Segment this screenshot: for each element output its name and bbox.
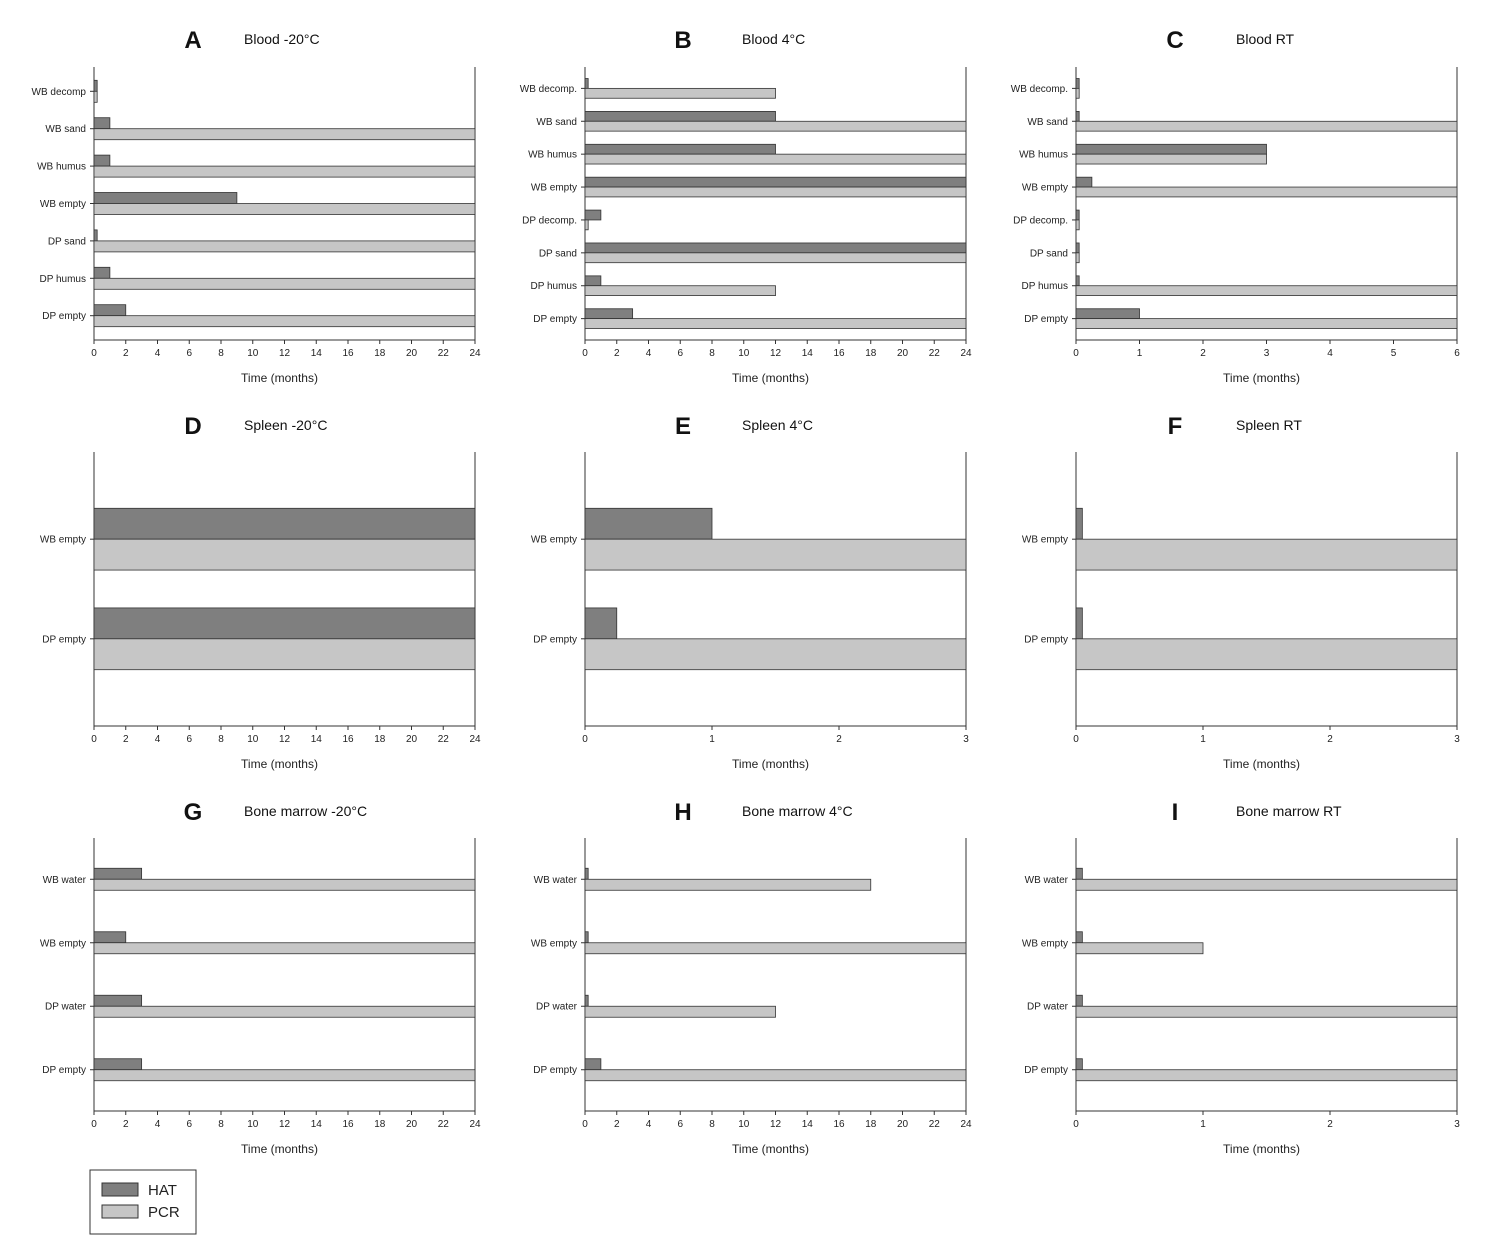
- category-label: DP empty: [42, 634, 86, 646]
- category-label: WB decomp: [31, 86, 86, 98]
- x-tick-label: 16: [342, 734, 354, 745]
- category-label: WB humus: [37, 161, 86, 173]
- bar-hat: [94, 193, 237, 204]
- x-tick-label: 22: [928, 1119, 940, 1130]
- bar-pcr: [1076, 943, 1203, 954]
- bar-hat: [94, 508, 475, 539]
- x-tick-label: 20: [405, 734, 418, 745]
- x-tick-label: 18: [374, 1119, 386, 1130]
- x-tick-label: 20: [896, 348, 909, 359]
- bar-hat: [94, 868, 142, 879]
- category-label: DP empty: [1024, 314, 1068, 326]
- bar-hat: [1076, 111, 1079, 121]
- bar-pcr: [585, 121, 966, 131]
- bar-hat: [585, 276, 601, 286]
- bar-hat: [585, 111, 776, 121]
- bar-pcr: [585, 253, 966, 263]
- bar-hat: [585, 608, 617, 639]
- category-label: DP sand: [538, 248, 577, 260]
- x-tick-label: 12: [278, 348, 291, 359]
- bar-hat: [1076, 1059, 1082, 1070]
- x-tick-label: 10: [247, 1119, 259, 1130]
- bar-pcr: [585, 1070, 966, 1081]
- bar-pcr: [1076, 539, 1457, 570]
- bar-pcr: [1076, 154, 1267, 164]
- panel-e: [531, 413, 969, 771]
- legend-box: [90, 1170, 196, 1234]
- x-tick-label: 22: [437, 348, 449, 359]
- category-label: DP decomp.: [1013, 215, 1068, 227]
- panel-letter: A: [184, 27, 202, 54]
- category-label: WB water: [42, 874, 86, 886]
- x-tick-label: 4: [645, 1119, 652, 1130]
- panel-title: Bone marrow -20°C: [244, 803, 368, 819]
- bar-hat: [94, 267, 110, 278]
- category-label: WB water: [1024, 874, 1068, 886]
- bar-hat: [1076, 79, 1079, 89]
- x-tick-label: 2: [122, 348, 129, 359]
- bar-hat: [94, 305, 126, 316]
- category-label: DP sand: [47, 236, 86, 248]
- panel-title: Blood 4°C: [742, 31, 806, 47]
- bar-pcr: [94, 241, 475, 252]
- bar-pcr: [94, 166, 475, 177]
- x-tick-label: 22: [437, 734, 449, 745]
- x-tick-label: 14: [310, 734, 322, 745]
- category-label: DP humus: [39, 273, 86, 285]
- panel-g: [40, 799, 481, 1156]
- bar-hat: [1076, 932, 1082, 943]
- x-tick-label: 16: [833, 1119, 845, 1130]
- x-tick-label: 1: [709, 734, 715, 745]
- bar-hat: [585, 868, 588, 879]
- x-tick-label: 16: [342, 348, 354, 359]
- x-tick-label: 3: [1454, 1119, 1460, 1130]
- bar-hat: [94, 1059, 142, 1070]
- category-label: WB sand: [45, 124, 86, 136]
- panel-i: [1022, 799, 1460, 1156]
- panel-title: Blood RT: [1236, 31, 1295, 47]
- x-tick-label: 18: [865, 348, 877, 359]
- bar-pcr: [1076, 286, 1457, 296]
- x-tick-label: 8: [709, 348, 715, 359]
- panel-title: Bone marrow 4°C: [742, 803, 853, 819]
- category-label: WB empty: [530, 534, 577, 546]
- bar-pcr: [585, 286, 776, 296]
- plot-frame: [1076, 67, 1457, 340]
- legend-swatch-hat: [102, 1183, 138, 1196]
- plot-frame: [1076, 452, 1457, 726]
- category-label: WB sand: [536, 116, 577, 128]
- x-axis-label: Time (months): [241, 1142, 318, 1156]
- category-label: DP empty: [42, 311, 86, 323]
- bar-hat: [585, 508, 712, 539]
- category-label: DP water: [536, 1001, 577, 1013]
- bar-pcr: [1076, 639, 1457, 670]
- x-tick-label: 6: [186, 734, 193, 745]
- x-tick-label: 20: [405, 348, 418, 359]
- bar-pcr: [585, 943, 966, 954]
- category-label: WB humus: [528, 149, 577, 161]
- category-label: DP empty: [42, 1065, 86, 1077]
- x-tick-label: 2: [613, 1119, 620, 1130]
- x-tick-label: 20: [896, 1119, 909, 1130]
- panel-b: [520, 27, 972, 385]
- bar-pcr: [1076, 187, 1457, 197]
- bar-pcr: [94, 539, 475, 570]
- x-tick-label: 2: [836, 734, 842, 745]
- bar-hat: [1076, 210, 1079, 220]
- x-tick-label: 4: [1327, 348, 1333, 359]
- bar-hat: [94, 608, 475, 639]
- x-axis-label: Time (months): [732, 757, 809, 771]
- bar-pcr: [94, 91, 97, 102]
- bar-pcr: [94, 1070, 475, 1081]
- panel-c: [1011, 27, 1460, 385]
- x-tick-label: 2: [613, 348, 620, 359]
- bar-hat: [585, 995, 588, 1006]
- x-tick-label: 12: [278, 734, 291, 745]
- x-tick-label: 10: [247, 348, 259, 359]
- legend-label-hat: HAT: [148, 1182, 177, 1199]
- x-tick-label: 14: [310, 1119, 322, 1130]
- x-tick-label: 20: [405, 1119, 418, 1130]
- x-axis-label: Time (months): [241, 757, 318, 771]
- category-label: DP humus: [530, 281, 577, 293]
- bar-hat: [1076, 144, 1267, 154]
- bar-pcr: [1076, 1006, 1457, 1017]
- bar-pcr: [94, 204, 475, 215]
- plot-frame: [585, 67, 966, 340]
- x-tick-label: 1: [1136, 348, 1143, 359]
- x-tick-label: 0: [1073, 348, 1079, 359]
- x-tick-label: 12: [769, 348, 782, 359]
- bar-hat: [1076, 868, 1082, 879]
- panel-letter: D: [184, 413, 202, 440]
- panel-letter: G: [183, 799, 203, 826]
- x-tick-label: 0: [582, 348, 588, 359]
- panel-a: [32, 27, 481, 385]
- bar-hat: [585, 79, 588, 89]
- x-tick-label: 8: [218, 734, 224, 745]
- x-tick-label: 24: [960, 348, 972, 359]
- x-tick-label: 4: [154, 348, 161, 359]
- x-tick-label: 22: [928, 348, 940, 359]
- x-tick-label: 4: [154, 1119, 161, 1130]
- category-label: DP empty: [533, 1065, 577, 1077]
- plot-frame: [94, 452, 475, 726]
- bar-pcr: [585, 88, 776, 98]
- x-tick-label: 1: [1200, 1119, 1206, 1130]
- x-tick-label: 14: [801, 1119, 813, 1130]
- bar-hat: [1076, 243, 1079, 253]
- panel-letter: H: [674, 799, 692, 826]
- bar-pcr: [94, 129, 475, 140]
- category-label: DP water: [1027, 1001, 1068, 1013]
- x-tick-label: 0: [1073, 1119, 1079, 1130]
- bar-hat: [585, 177, 966, 187]
- bar-hat: [94, 155, 110, 166]
- bar-pcr: [585, 539, 966, 570]
- x-tick-label: 0: [91, 1119, 97, 1130]
- bar-hat: [1076, 177, 1092, 187]
- panel-title: Spleen RT: [1236, 417, 1302, 433]
- category-label: DP sand: [1029, 248, 1068, 260]
- category-label: WB humus: [1019, 149, 1068, 161]
- category-label: WB empty: [39, 938, 86, 950]
- panel-d: [40, 413, 481, 771]
- bar-pcr: [1076, 121, 1457, 131]
- panel-letter: E: [674, 413, 692, 440]
- bar-pcr: [585, 879, 871, 890]
- legend-swatch-pcr: [102, 1205, 138, 1218]
- plot-frame: [585, 452, 966, 726]
- x-axis-label: Time (months): [1223, 371, 1300, 385]
- x-tick-label: 0: [1073, 734, 1079, 745]
- x-tick-label: 2: [1327, 1119, 1333, 1130]
- x-tick-label: 8: [709, 1119, 715, 1130]
- x-tick-label: 6: [1454, 348, 1460, 359]
- panel-title: Bone marrow RT: [1236, 803, 1342, 819]
- bar-pcr: [585, 154, 966, 164]
- x-tick-label: 1: [1200, 734, 1206, 745]
- x-tick-label: 16: [342, 1119, 354, 1130]
- bar-hat: [1076, 995, 1082, 1006]
- category-label: WB empty: [39, 534, 86, 546]
- bar-hat: [1076, 309, 1140, 319]
- x-tick-label: 3: [1454, 734, 1460, 745]
- bar-hat: [1076, 276, 1079, 286]
- category-label: WB decomp.: [519, 83, 577, 95]
- bar-pcr: [94, 316, 475, 327]
- bar-pcr: [585, 319, 966, 329]
- panel-title: Blood -20°C: [244, 31, 320, 47]
- bar-hat: [585, 1059, 601, 1070]
- bar-pcr: [1076, 253, 1079, 263]
- bar-hat: [1076, 608, 1082, 639]
- x-tick-label: 10: [738, 348, 750, 359]
- x-tick-label: 10: [738, 1119, 750, 1130]
- x-tick-label: 0: [582, 734, 588, 745]
- category-label: DP empty: [533, 634, 577, 646]
- x-tick-label: 0: [582, 1119, 588, 1130]
- x-tick-label: 10: [247, 734, 259, 745]
- x-axis-label: Time (months): [241, 371, 318, 385]
- bar-hat: [1076, 508, 1082, 539]
- bar-hat: [94, 80, 97, 91]
- category-label: DP humus: [1021, 281, 1068, 293]
- bar-pcr: [1076, 88, 1079, 98]
- bar-hat: [585, 243, 966, 253]
- panel-letter: F: [1167, 413, 1183, 440]
- bar-hat: [94, 230, 97, 241]
- bar-pcr: [94, 639, 475, 670]
- x-tick-label: 4: [645, 348, 652, 359]
- bar-pcr: [94, 278, 475, 289]
- x-tick-label: 8: [218, 1119, 224, 1130]
- bar-pcr: [94, 1006, 475, 1017]
- bar-pcr: [1076, 319, 1457, 329]
- bar-pcr: [585, 1006, 776, 1017]
- x-tick-label: 24: [469, 348, 481, 359]
- bar-hat: [94, 932, 126, 943]
- x-tick-label: 24: [469, 1119, 481, 1130]
- x-axis-label: Time (months): [1223, 757, 1300, 771]
- x-tick-label: 2: [1200, 348, 1206, 359]
- x-tick-label: 24: [960, 1119, 972, 1130]
- panel-letter: B: [674, 27, 692, 54]
- bar-hat: [585, 932, 588, 943]
- x-tick-label: 6: [677, 1119, 684, 1130]
- x-tick-label: 16: [833, 348, 845, 359]
- category-label: DP decomp.: [522, 215, 577, 227]
- bar-pcr: [585, 220, 588, 230]
- category-label: WB empty: [530, 938, 577, 950]
- x-tick-label: 6: [186, 348, 193, 359]
- category-label: WB sand: [1027, 116, 1068, 128]
- x-tick-label: 18: [374, 734, 386, 745]
- category-label: WB water: [533, 874, 577, 886]
- panel-letter: C: [1166, 27, 1184, 54]
- x-tick-label: 2: [122, 1119, 129, 1130]
- bar-hat: [94, 995, 142, 1006]
- category-label: WB empty: [1021, 182, 1068, 194]
- bar-pcr: [94, 943, 475, 954]
- x-tick-label: 12: [278, 1119, 291, 1130]
- x-tick-label: 14: [310, 348, 322, 359]
- category-label: DP empty: [1024, 634, 1068, 646]
- x-tick-label: 8: [218, 348, 224, 359]
- category-label: WB empty: [530, 182, 577, 194]
- x-axis-label: Time (months): [1223, 1142, 1300, 1156]
- x-tick-label: 4: [154, 734, 161, 745]
- x-tick-label: 18: [374, 348, 386, 359]
- bar-pcr: [1076, 1070, 1457, 1081]
- x-axis-label: Time (months): [732, 1142, 809, 1156]
- bar-hat: [585, 144, 776, 154]
- x-tick-label: 14: [801, 348, 813, 359]
- bar-pcr: [585, 639, 966, 670]
- legend-label-pcr: PCR: [148, 1204, 180, 1221]
- panel-title: Spleen 4°C: [742, 417, 813, 433]
- x-tick-label: 2: [1327, 734, 1333, 745]
- category-label: WB decomp.: [1010, 83, 1068, 95]
- panel-f: [1022, 413, 1460, 771]
- bar-pcr: [585, 187, 966, 197]
- x-tick-label: 3: [1263, 348, 1270, 359]
- x-tick-label: 6: [186, 1119, 193, 1130]
- category-label: WB empty: [1021, 938, 1068, 950]
- x-axis-label: Time (months): [732, 371, 809, 385]
- bar-pcr: [94, 879, 475, 890]
- x-tick-label: 24: [469, 734, 481, 745]
- category-label: DP empty: [1024, 1065, 1068, 1077]
- x-tick-label: 18: [865, 1119, 877, 1130]
- x-tick-label: 12: [769, 1119, 782, 1130]
- panel-title: Spleen -20°C: [244, 417, 328, 433]
- category-label: DP water: [45, 1001, 86, 1013]
- bar-hat: [585, 210, 601, 220]
- bar-pcr: [1076, 879, 1457, 890]
- x-tick-label: 0: [91, 734, 97, 745]
- x-tick-label: 3: [963, 734, 969, 745]
- category-label: WB empty: [1021, 534, 1068, 546]
- x-tick-label: 2: [122, 734, 129, 745]
- category-label: WB empty: [39, 199, 86, 210]
- legend: [90, 1170, 196, 1234]
- bar-hat: [94, 118, 110, 129]
- panel-letter: I: [1171, 799, 1179, 826]
- x-tick-label: 0: [91, 348, 97, 359]
- bar-pcr: [1076, 220, 1079, 230]
- x-tick-label: 6: [677, 348, 684, 359]
- x-tick-label: 5: [1390, 348, 1397, 359]
- panel-h: [531, 799, 972, 1156]
- bar-hat: [585, 309, 633, 319]
- category-label: DP empty: [533, 314, 577, 326]
- x-tick-label: 22: [437, 1119, 449, 1130]
